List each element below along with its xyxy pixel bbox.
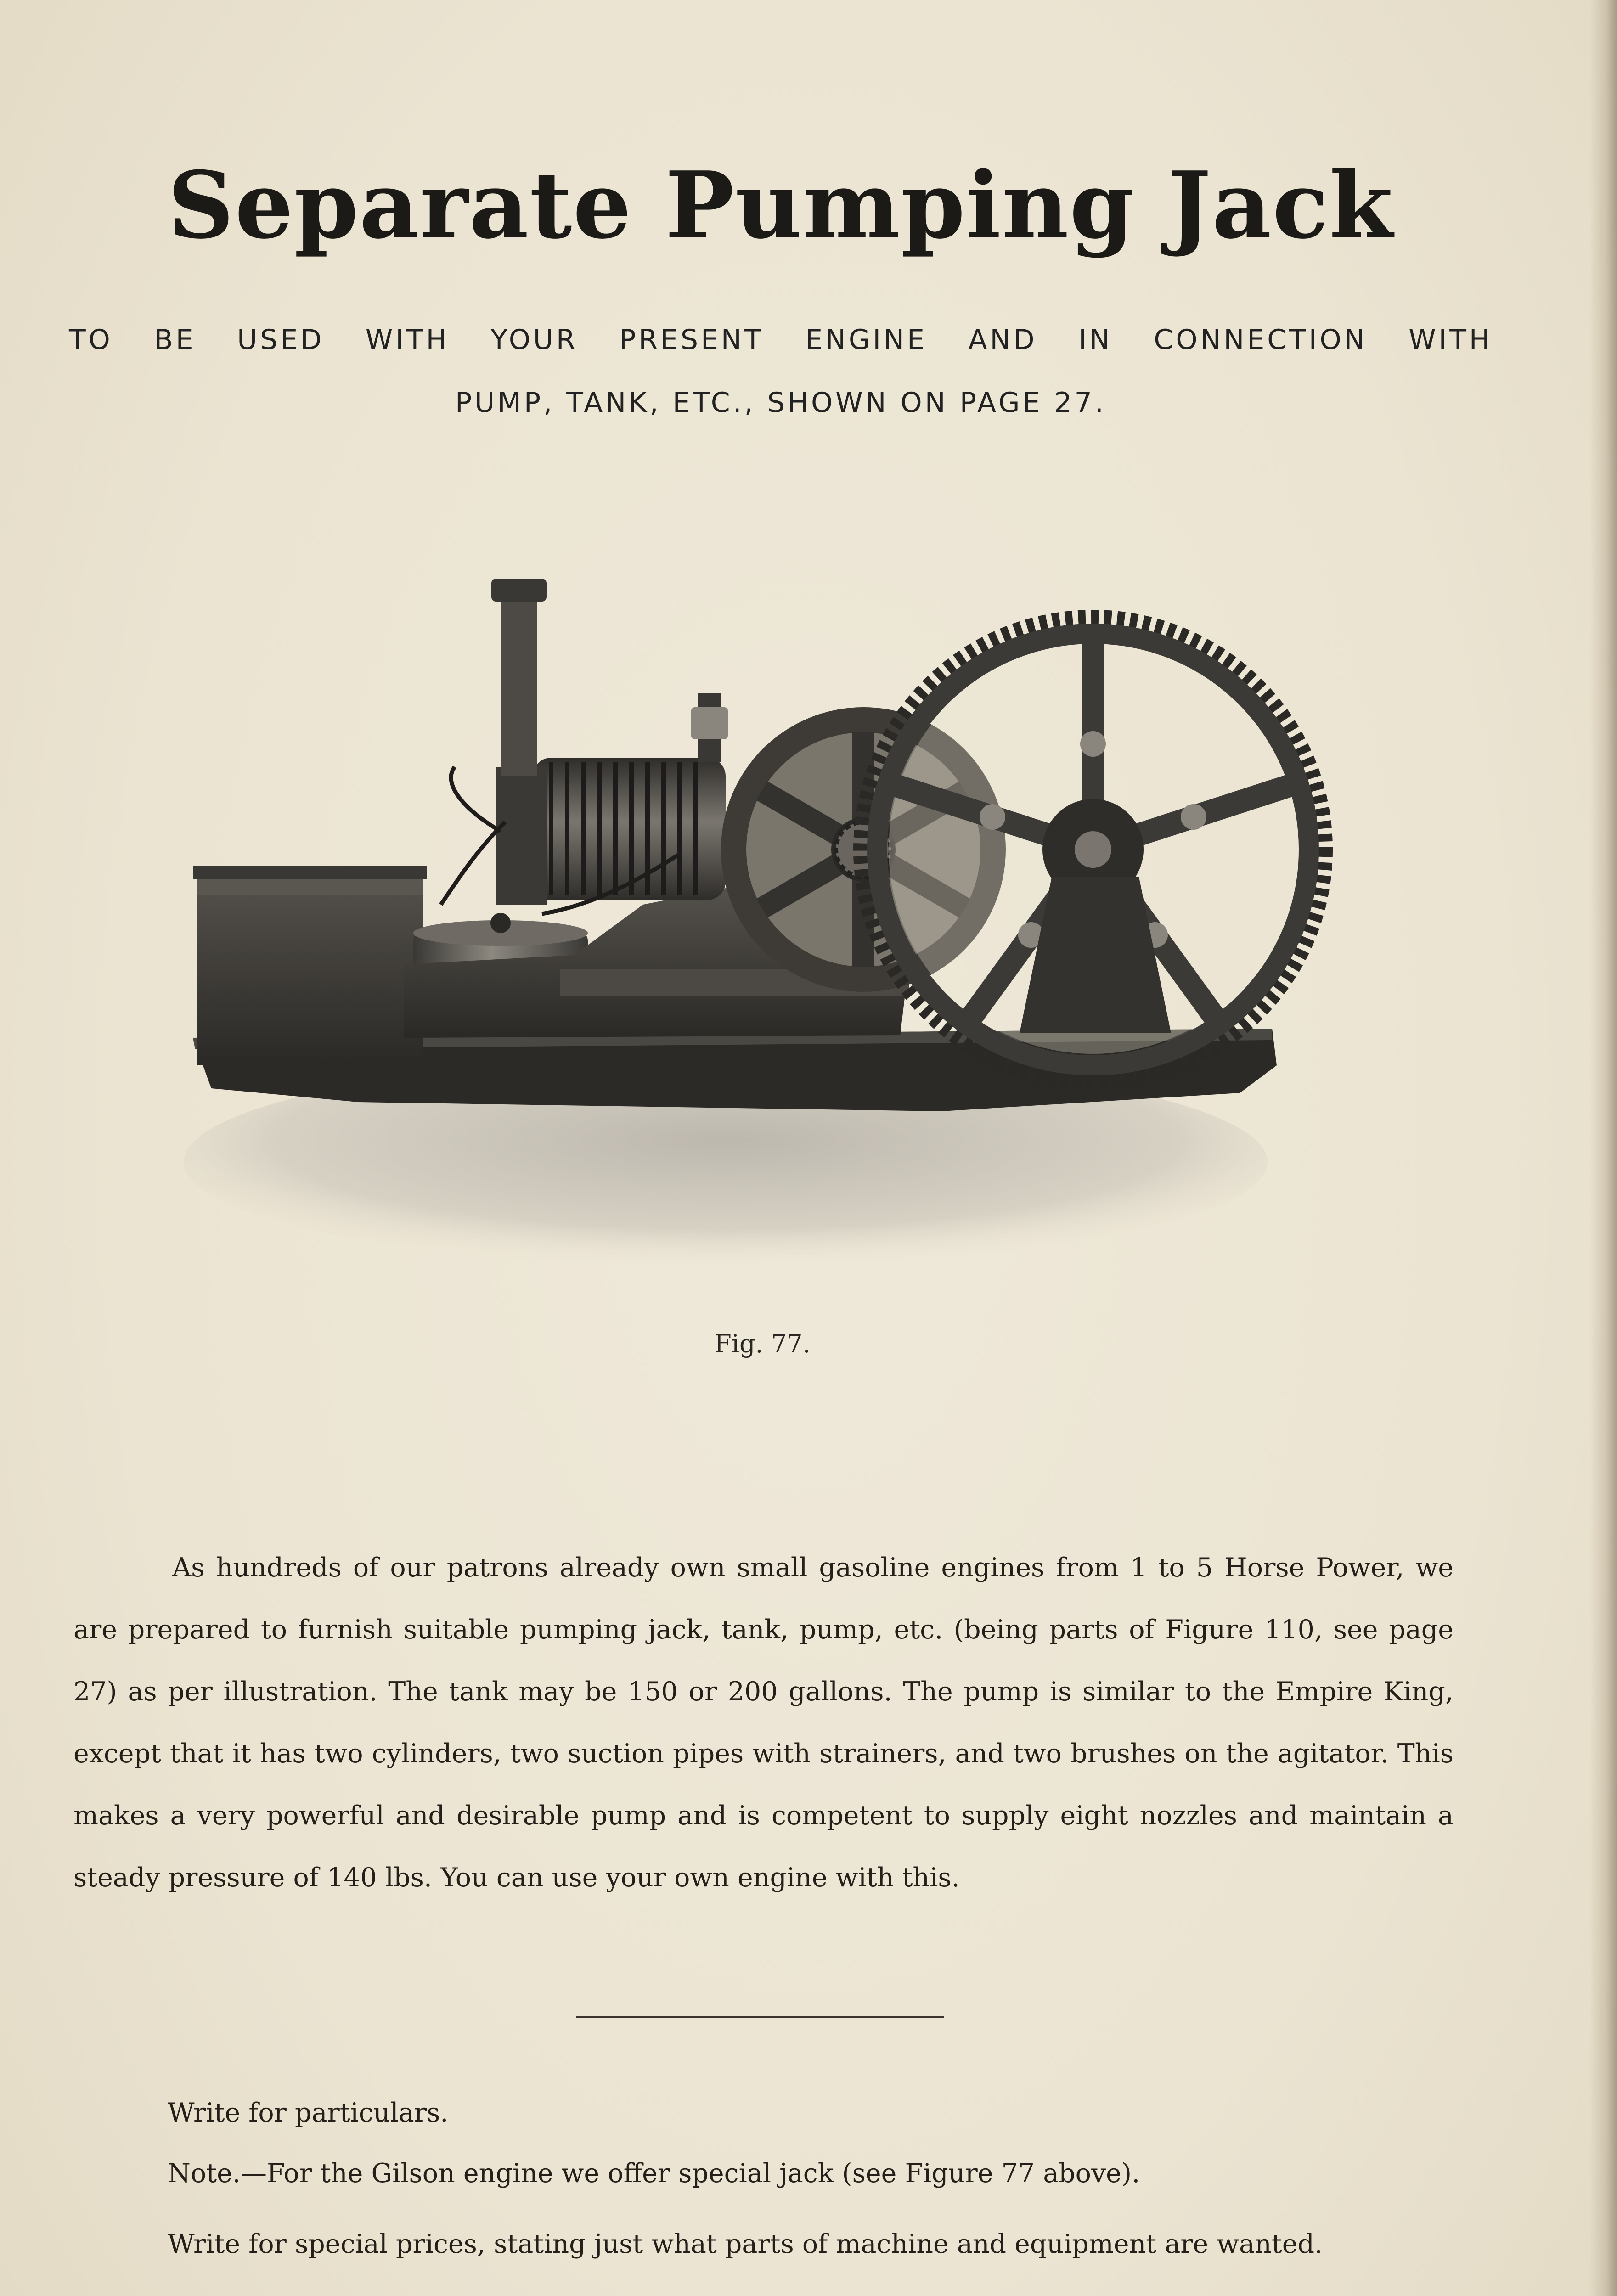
note-gilson-engine: Note.—For the Gilson engine we offer special jack (see Figure 77 above). bbox=[168, 2158, 1140, 2189]
body-paragraph: As hundreds of our patrons already own small gasoline engines from 1 to 5 Horse Power, we are prepared to furnish suitable pumping jack, tank, pump, etc. (being parts of Figure 110, see page 27) as per illustration. The tank may be 150 or 200 gallons. The pump is similar to the Empire King, except that it has two cylinders, two suction pipes with strainers, and two brushes on the agitator. This makes a very powerful and desirable pump and is competent to supply eight nozzles and maintain a steady pressure of 140 lbs. You can use your own engine with this. bbox=[73, 1553, 1454, 1893]
exhaust-pipe bbox=[491, 579, 547, 776]
page-edge-shadow bbox=[1589, 0, 1617, 2296]
engine-cylinder bbox=[496, 758, 726, 905]
section-divider bbox=[576, 2016, 944, 2018]
oil-cup bbox=[691, 693, 728, 762]
note-write-for-particulars: Write for particulars. bbox=[168, 2098, 449, 2128]
subtitle-line-2: PUMP, TANK, ETC., SHOWN ON PAGE 27. bbox=[455, 387, 1106, 419]
note-special-prices: Write for special prices, stating just what parts of machine and equipment are wanted. bbox=[168, 2229, 1323, 2259]
page-title: Separate Pumping Jack bbox=[167, 152, 1394, 259]
subtitle-line-1: TO BE USED WITH YOUR PRESENT ENGINE AND IN CONNECTION WITH bbox=[69, 324, 1493, 356]
figure-caption: Fig. 77. bbox=[714, 1329, 811, 1358]
engine-pumping-jack-illustration bbox=[184, 556, 1359, 1272]
water-hopper-box bbox=[193, 866, 427, 1065]
